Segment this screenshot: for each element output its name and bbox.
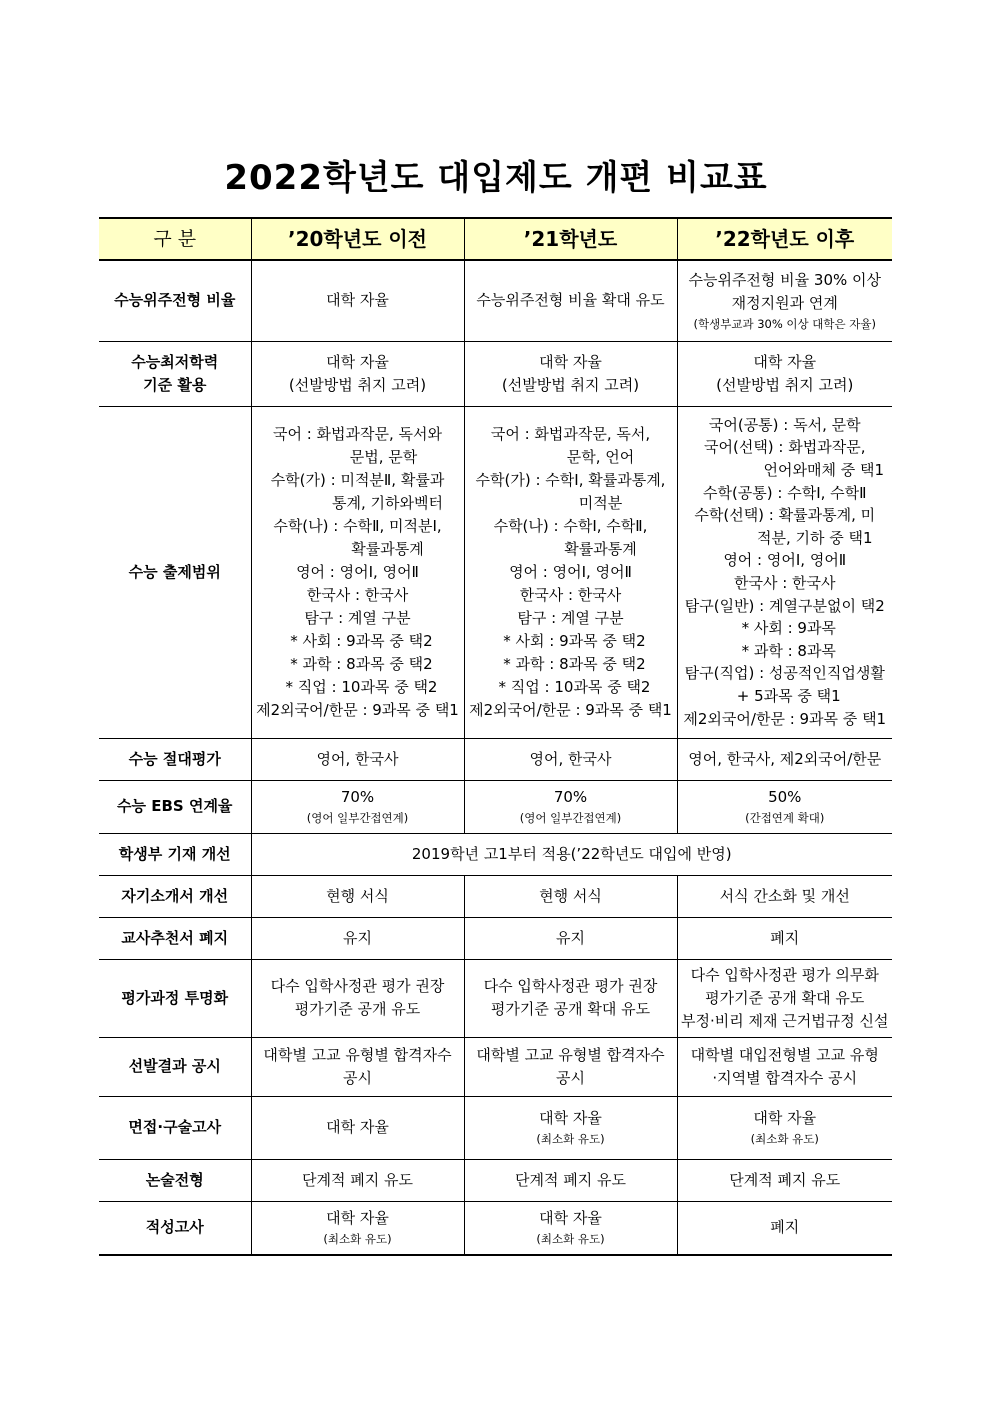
cell-2020: 대학 자율 <box>251 260 464 341</box>
table-row <box>99 780 892 833</box>
cell-2022: 단계적 폐지 유도 <box>677 1159 892 1201</box>
cell-2022: 국어(공통) : 독서, 문학 국어(선택) : 화법과작문, 언어와매체 중 택1 수학(공통) : 수학Ⅰ, 수학Ⅱ 수학(선택) : 확률과통계, 미 적분, 기하 중 택1 영어 : 영어Ⅰ, 영어Ⅱ 한국사 : 한국사 탐구(일반) : 계열구분없이 택2 * 사회 : 9과목 * 과학 : 8과목 탐구(직업) : 성공적인직업생활 + 5과목 중 택1 제2외국어/한문 : 9과목 중 택1 <box>677 406 892 738</box>
header-row <box>99 218 892 260</box>
cell-2022: 폐지 <box>677 1201 892 1255</box>
row-label: 수능 EBS 연계율 <box>99 780 251 833</box>
row-label: 선발결과 공시 <box>99 1037 251 1096</box>
header-2020: ’20학년도 이전 <box>251 218 464 260</box>
cell-2020: 대학 자율 (선발방법 취지 고려) <box>251 341 464 406</box>
cell-2021: 대학 자율 (선발방법 취지 고려) <box>464 341 677 406</box>
cell-2022: 수능위주전형 비율 30% 이상 재정지원과 연계 (학생부교과 30% 이상 대학은 자율) <box>677 260 892 341</box>
cell-2021: 현행 서식 <box>464 875 677 917</box>
cell-2022: 다수 입학사정관 평가 의무화 평가기준 공개 확대 유도 부정·비리 제재 근거법규정 신설 <box>677 959 892 1037</box>
cell-2020: 대학 자율 <box>251 1096 464 1159</box>
cell-2020: 대학 자율 (최소화 유도) <box>251 1201 464 1255</box>
row-label: 적성고사 <box>99 1201 251 1255</box>
cell-note: (최소화 유도) <box>323 1232 392 1247</box>
table-row <box>99 406 892 738</box>
cell-2021: 다수 입학사정관 평가 권장 평가기준 공개 확대 유도 <box>464 959 677 1037</box>
cell-2021: 국어 : 화법과작문, 독서, 문학, 언어 수학(가) : 수학Ⅰ, 확률과통계, 미적분 수학(나) : 수학Ⅰ, 수학Ⅱ, 확률과통계 영어 : 영어Ⅰ, 영어Ⅱ 한국사 : 한국사 탐구 : 계열 구분 * 사회 : 9과목 중 택2 * 과학 : 8과목 중 택2 * 직업 : 10과목 중 택2 제2외국어/한문 : 9과목 중 택1 <box>464 406 677 738</box>
cell-2020: 영어, 한국사 <box>251 738 464 780</box>
table-row <box>99 959 892 1037</box>
cell-2020: 다수 입학사정관 평가 권장 평가기준 공개 유도 <box>251 959 464 1037</box>
cell-merged: 2019학년 고1부터 적용(’22학년도 대입에 반영) <box>251 833 892 875</box>
cell-2022: 대학 자율 (최소화 유도) <box>677 1096 892 1159</box>
comparison-table <box>99 217 892 1256</box>
cell-2022: 대학 자율 (선발방법 취지 고려) <box>677 341 892 406</box>
row-label: 수능위주전형 비율 <box>99 260 251 341</box>
cell-note: (최소화 유도) <box>750 1132 819 1146</box>
cell-2021: 단계적 폐지 유도 <box>464 1159 677 1201</box>
row-label: 논술전형 <box>99 1159 251 1201</box>
table-row <box>99 1037 892 1096</box>
row-label: 면접·구술고사 <box>99 1096 251 1159</box>
header-2021: ’21학년도 <box>464 218 677 260</box>
table-row <box>99 917 892 959</box>
cell-2021: 대학 자율 (최소화 유도) <box>464 1096 677 1159</box>
table-row <box>99 341 892 406</box>
cell-2022: 서식 간소화 및 개선 <box>677 875 892 917</box>
cell-2021: 대학별 고교 유형별 합격자수 공시 <box>464 1037 677 1096</box>
table-row <box>99 1159 892 1201</box>
header-category: 구 분 <box>99 218 251 260</box>
row-label: 학생부 기재 개선 <box>99 833 251 875</box>
table-row <box>99 833 892 875</box>
cell-2021: 유지 <box>464 917 677 959</box>
cell-2022: 50% (간접연계 확대) <box>677 780 892 833</box>
cell-2022: 대학별 대입전형별 고교 유형 ·지역별 합격자수 공시 <box>677 1037 892 1096</box>
cell-2021: 대학 자율 (최소화 유도) <box>464 1201 677 1255</box>
cell-2020: 국어 : 화법과작문, 독서와 문법, 문학 수학(가) : 미적분Ⅱ, 확률과 통계, 기하와벡터 수학(나) : 수학Ⅱ, 미적분Ⅰ, 확률과통계 영어 : 영어Ⅰ, 영어Ⅱ 한국사 : 한국사 탐구 : 계열 구분 * 사회 : 9과목 중 택2 * 과학 : 8과목 중 택2 * 직업 : 10과목 중 택2 제2외국어/한문 : 9과목 중 택1 <box>251 406 464 738</box>
cell-2021: 영어, 한국사 <box>464 738 677 780</box>
row-label: 교사추천서 폐지 <box>99 917 251 959</box>
cell-note: (간접연계 확대) <box>745 811 825 825</box>
cell-2022: 폐지 <box>677 917 892 959</box>
cell-note: (학생부교과 30% 이상 대학은 자율) <box>693 316 876 331</box>
cell-2020: 대학별 고교 유형별 합격자수 공시 <box>251 1037 464 1096</box>
cell-2020: 현행 서식 <box>251 875 464 917</box>
cell-note: (영어 일부간접연계) <box>519 811 622 825</box>
cell-2020: 유지 <box>251 917 464 959</box>
cell-note: (최소화 유도) <box>536 1232 605 1247</box>
cell-note: (최소화 유도) <box>536 1132 605 1146</box>
row-label: 수능최저학력 기준 활용 <box>99 341 251 406</box>
cell-2022: 영어, 한국사, 제2외국어/한문 <box>677 738 892 780</box>
page-title: 2022학년도 대입제도 개편 비교표 <box>224 158 768 198</box>
table-row <box>99 1201 892 1255</box>
row-label: 평가과정 투명화 <box>99 959 251 1037</box>
table-row <box>99 260 892 341</box>
cell-2021: 수능위주전형 비율 확대 유도 <box>464 260 677 341</box>
table-row <box>99 875 892 917</box>
row-label: 수능 절대평가 <box>99 738 251 780</box>
header-2022: ’22학년도 이후 <box>677 218 892 260</box>
cell-2021: 70% (영어 일부간접연계) <box>464 780 677 833</box>
cell-2020: 70% (영어 일부간접연계) <box>251 780 464 833</box>
row-label: 수능 출제범위 <box>99 406 251 738</box>
row-label: 자기소개서 개선 <box>99 875 251 917</box>
table-row <box>99 738 892 780</box>
cell-2020: 단계적 폐지 유도 <box>251 1159 464 1201</box>
table-row <box>99 1096 892 1159</box>
cell-note: (영어 일부간접연계) <box>306 811 409 825</box>
